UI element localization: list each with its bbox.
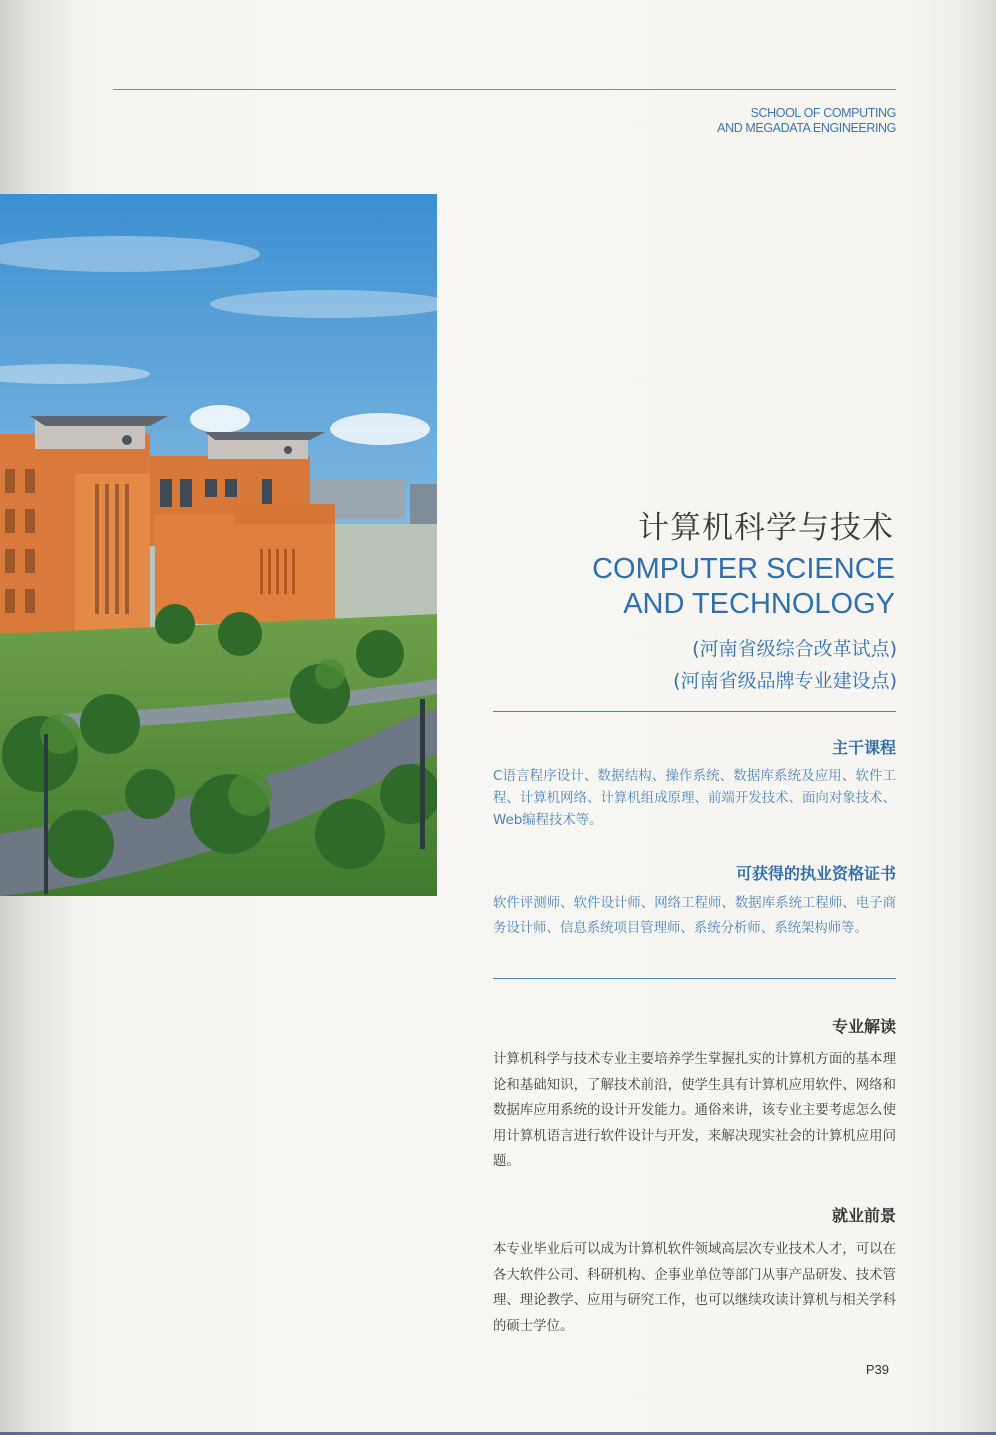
intro-text: 计算机科学与技术专业主要培养学生掌握扎实的计算机方面的基本理论和基础知识，了解技术前沿，使学生具有计算机应用软件、网络和数据库应用系统的设计开发能力。通俗来讲，该专业主要考虑怎么使用计算机语言进行软件设计与开发，来解决现实社会的计算机应用问题。 xyxy=(493,1052,896,1169)
section-divider xyxy=(493,978,896,979)
major-title-cn: 计算机科学与技术 xyxy=(638,510,894,546)
page-number: P39 xyxy=(865,1362,889,1377)
intro-heading: 专业解读 xyxy=(831,1017,896,1036)
courses-heading: 主干课程 xyxy=(831,738,896,757)
section-divider xyxy=(493,711,896,712)
career-text: 本专业毕业后可以成为计算机软件领域高层次专业技术人才，可以在各大软件公司、科研机构、企事业单位等部门从事产品研发、技术管理、理论教学、应用与研究工作，也可以继续攻读计算机与相关学科的硕士学位。 xyxy=(493,1242,896,1334)
career-heading: 就业前景 xyxy=(831,1206,896,1225)
courses-text: C语言程序设计、数据结构、操作系统、数据库系统及应用、软件工程、计算机网络、计算机组成原理、前端开发技术、面向对象技术、Web编程技术等。 xyxy=(493,769,896,828)
school-name-line1: SCHOOL OF COMPUTING xyxy=(750,106,896,120)
pilot-label-reform: (河南省级综合改革试点) xyxy=(692,638,897,660)
certs-heading: 可获得的执业资格证书 xyxy=(735,864,896,883)
major-title-en-line2: AND TECHNOLOGY xyxy=(623,588,895,620)
school-name-line2: AND MEGADATA ENGINEERING xyxy=(717,121,896,135)
pilot-label-brand: (河南省级品牌专业建设点) xyxy=(673,670,897,692)
major-title-en xyxy=(592,552,895,622)
campus-photo xyxy=(0,194,437,896)
top-divider xyxy=(113,89,896,90)
school-name xyxy=(717,106,896,136)
certs-text: 软件评测师、软件设计师、网络工程师、数据库系统工程师、电子商务设计师、信息系统项目管理师、系统分析师、系统架构师等。 xyxy=(493,896,896,936)
major-title-en-line1: COMPUTER SCIENCE xyxy=(592,553,895,585)
